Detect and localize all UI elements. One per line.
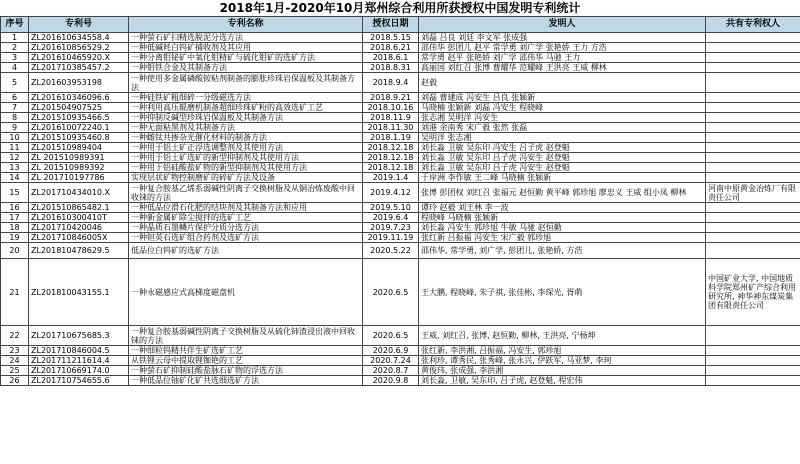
table-row [1,173,800,183]
table-row [1,203,800,213]
cell-grant-date: 2018.5.15 [363,33,419,43]
cell-grant-date: 2019.6.4 [363,213,419,223]
cell-patent-name: 一种使用多金属磷酸铵粘剂制备的膨胀珍珠岩保温板及其制备方法 [129,73,363,93]
cell-inventors: 刘长淼 卫敏 吴东印 吕子虎 冯安生 赵登魁 [419,163,706,173]
header-grant-date: 授权日期 [363,17,419,33]
cell-patent-id: ZL201710434010.X [29,183,129,203]
cell-patent-id: ZL201610072240.1 [29,123,129,133]
cell-patent-name: 一种利用高压辊磨机制备超细珍珠矿粉的高效选矿工艺 [129,103,363,113]
cell-inventors: 张博 彭团权 刘红召 张福元 赵恒勤 黄平峰 郭珍旭 廖忠义 王威 组小凤 柳林 [419,183,706,203]
header-inventors: 发明人 [419,17,706,33]
table-row [1,259,800,326]
cell-patent-id: ZL201710846005X [29,233,129,243]
cell-co-owner [706,233,800,243]
cell-grant-date: 2020.6.9 [363,346,419,356]
cell-inventors: 刘磊 吕良 刘廷 李文军 张成强 [419,33,706,43]
cell-patent-name: 低品位白钨矿的选矿方法 [129,243,363,259]
cell-no: 6 [1,93,29,103]
cell-patent-name: 一种新金属矿除尘搅拌的选矿工艺 [129,213,363,223]
header-patent-id: 专利号 [29,17,129,33]
cell-patent-id: ZL201510935466.5 [29,113,129,123]
cell-no: 2 [1,43,29,53]
cell-patent-name: 一种细粒钨精共伴生矿选矿工艺 [129,346,363,356]
table-row [1,346,800,356]
table-row [1,213,800,223]
cell-grant-date: 2019.11.19 [363,233,419,243]
cell-grant-date: 2019.4.12 [363,183,419,203]
cell-patent-id: ZL201603953198 [29,73,129,93]
cell-grant-date: 2018.8.31 [363,63,419,73]
table-row [1,326,800,346]
cell-co-owner [706,73,800,93]
cell-no: 20 [1,243,29,259]
cell-grant-date: 2018.11.9 [363,113,419,123]
cell-grant-date: 2018.11.30 [363,123,419,133]
cell-co-owner [706,113,800,123]
cell-inventors: 刘长淼, 卫敏, 吴东印, 吕子虎, 赵登魁, 程宏伟 [419,376,706,386]
cell-inventors: 邵伟华 彭团儿 赵平 常学勇 刘广学 张艳娇 王力 方浩 [419,43,706,53]
cell-no: 4 [1,63,29,73]
cell-no: 15 [1,183,29,203]
cell-co-owner: 中国矿业大学, 中国地质科学院郑州矿产综合利用研究所, 神华神东煤炭集团有限责任公司 [706,259,800,326]
cell-grant-date: 2018.6.1 [363,53,419,63]
cell-co-owner [706,53,800,63]
cell-patent-id: ZL201810043155.1 [29,259,129,326]
cell-patent-id: ZL201810478629.5 [29,243,129,259]
cell-no: 7 [1,103,29,113]
table-row [1,63,800,73]
cell-grant-date: 2020.6.5 [363,326,419,346]
cell-patent-name: 实现层状矿物控制磨矿的碎矿方法及设备 [129,173,363,183]
table-row [1,103,800,113]
cell-co-owner [706,203,800,213]
cell-patent-name: 一种钽英石选矿组合药剂及选矿方法 [129,233,363,243]
cell-patent-name: 一种无面粘黑剂及其制备方法 [129,123,363,133]
cell-patent-name: 一种萤石矿扫精选脱泥分选方法 [129,33,363,43]
cell-co-owner [706,93,800,103]
cell-grant-date: 2019.1.4 [363,173,419,183]
cell-no: 17 [1,213,29,223]
cell-inventors: 黄俊玮, 张成强, 李洪湘 [419,366,706,376]
cell-co-owner [706,103,800,113]
header-patent-name: 专利名称 [129,17,363,33]
cell-no: 14 [1,173,29,183]
table-row [1,153,800,163]
cell-patent-id: ZL201610634558.4 [29,33,129,43]
cell-grant-date: 2019.5.10 [363,203,419,213]
cell-patent-id: ZL 201710197786 [29,173,129,183]
cell-no: 1 [1,33,29,43]
cell-patent-name: 一种低碱耗白钨矿捕收剂及其应用 [129,43,363,53]
cell-patent-id: ZL201510989404 [29,143,129,153]
cell-co-owner [706,243,800,259]
cell-no: 18 [1,223,29,233]
header-row [1,17,800,33]
table-row [1,113,800,123]
cell-inventors: 刘长淼 卫敏 吴东印 吕子虎 冯安生 赵登魁 [419,153,706,163]
cell-inventors: 刘长淼 卫敏 吴东印 冯安生 吕子虎 赵登魁 [419,143,706,153]
cell-grant-date: 2018.10.16 [363,103,419,113]
cell-co-owner [706,163,800,173]
cell-patent-name: 一种永磁感应式高梯度磁盘机 [129,259,363,326]
cell-no: 8 [1,113,29,123]
table-row [1,143,800,153]
table-row [1,376,800,386]
cell-grant-date: 2020.5.22 [363,243,419,259]
cell-patent-name: 一种雌钛共掺杂光催化材料的制备方法 [129,133,363,143]
cell-grant-date: 2018.6.21 [363,43,419,53]
cell-no: 22 [1,326,29,346]
cell-grant-date: 2018.12.18 [363,163,419,173]
table-row [1,73,800,93]
cell-inventors: 张利珍, 谭秀民, 张秀峰, 张永兴, 伊跃军, 马亚梦, 李珂 [419,356,706,366]
cell-patent-id: ZL201710420046 [29,223,129,233]
table-row [1,33,800,43]
cell-grant-date: 2020.9.8 [363,376,419,386]
cell-co-owner: 河南中原黄金冶炼厂有限责任公司 [706,183,800,203]
cell-grant-date: 2020.7.24 [363,356,419,366]
cell-co-owner [706,376,800,386]
cell-patent-id: ZL201504907525 [29,103,129,113]
cell-co-owner [706,63,800,73]
cell-patent-name: 一种低品位滑石化肥的结块剂及其制备方法和应用 [129,203,363,213]
cell-patent-name: 一种低品位铀矿化矿共选细选矿方法 [129,376,363,386]
table-row [1,133,800,143]
cell-inventors: 谭玲 赵毅 刘王林 李一波 [419,203,706,213]
cell-patent-id: ZL 201510989391 [29,153,129,163]
cell-inventors: 张红新 吕振福 冯安生 宋广毅 郭珍旭 [419,233,706,243]
cell-patent-id: ZL201710675685.3 [29,326,129,346]
table-row [1,123,800,133]
table-row [1,43,800,53]
cell-no: 21 [1,259,29,326]
cell-inventors: 于岸洲 李作敏 王二峰 马晓楠 张颖新 [419,173,706,183]
cell-inventors: 赵毅 [419,73,706,93]
cell-no: 13 [1,163,29,173]
cell-patent-id: ZL201510935460.8 [29,133,129,143]
table-row [1,53,800,63]
table-row [1,163,800,173]
cell-inventors: 王威, 刘红召, 张博, 赵恒勤, 柳林, 王洪亮, 宁杨坤 [419,326,706,346]
cell-grant-date: 2018.12.18 [363,143,419,153]
cell-co-owner [706,153,800,163]
cell-co-owner [706,173,800,183]
cell-patent-name: 一种用于铝土矿选矿的新型抑制剂及其使用方法 [129,153,363,163]
cell-grant-date: 2020.6.5 [363,259,419,326]
cell-co-owner [706,143,800,153]
cell-inventors: 张志湘 吴明洋 冯安生 [419,113,706,123]
cell-patent-name: 一种晶质石墨鳞片保护分质分选方法 [129,223,363,233]
cell-patent-name: 一种用于铝土矿正浮选调整剂及其使用方法 [129,143,363,153]
cell-co-owner [706,356,800,366]
cell-no: 9 [1,123,29,133]
cell-inventors: 张红新, 李洪湘, 吕振福, 冯安生, 郭珍旭 [419,346,706,356]
cell-no: 5 [1,73,29,93]
cell-patent-name: 一种复合胺基弱碱性阴离子交换树脂及从硫化铈渣浸出液中回收铼的方法 [129,326,363,346]
cell-grant-date: 2019.7.23 [363,223,419,233]
cell-patent-id: ZL201510865482.1 [29,203,129,213]
table-row [1,223,800,233]
table-title: 2018年1月-2020年10月郑州综合利用所获授权中国发明专利统计 [219,1,581,15]
cell-no: 11 [1,143,29,153]
cell-co-owner [706,223,800,233]
table-row [1,93,800,103]
cell-inventors: 刘港 余南秀 宋广毅 张然 张磊 [419,123,706,133]
cell-patent-id: ZL201711211614.4 [29,356,129,366]
cell-no: 3 [1,53,29,63]
cell-grant-date: 2018.9.4 [363,73,419,93]
table-row [1,233,800,243]
table-row [1,243,800,259]
cell-grant-date: 2018.1.19 [363,133,419,143]
cell-inventors: 高丽国 刘红召 张博 曹耀华 范耀峰 王洪亮 王威 柳林 [419,63,706,73]
cell-patent-name: 一种钼铁合金及其制备方法 [129,63,363,73]
cell-co-owner [706,33,800,43]
header-co-owner: 共有专利权人 [706,17,800,33]
cell-co-owner [706,213,800,223]
cell-patent-id: ZL201610465920.X [29,53,129,63]
cell-co-owner [706,366,800,376]
cell-patent-id: ZL201710669174.0 [29,366,129,376]
cell-inventors: 常学勇 赵平 张艳娇 刘广学 邵伟华 马驰 王力 [419,53,706,63]
cell-patent-name: 一种用于铝硅酸盐矿物的新型抑制剂及其使用方法 [129,163,363,173]
cell-patent-id: ZL201610856529.2 [29,43,129,53]
cell-patent-id: ZL201610300410T [29,213,129,223]
cell-no: 24 [1,356,29,366]
cell-patent-id: ZL201710846004.5 [29,346,129,356]
cell-no: 16 [1,203,29,213]
cell-inventors: 马晓楠 张颖新 刘磊 冯安生 程晓峰 [419,103,706,113]
cell-patent-id: ZL201610346096.6 [29,93,129,103]
cell-patent-name: 一种硅铁矿粗细碎一分级磁选方法 [129,93,363,103]
cell-patent-name: 从铁锂云母中提取锂铷铯的工艺 [129,356,363,366]
cell-inventors: 王大鹏, 程晓峰, 朱子祺, 张佳彬, 李琛光, 胥萌 [419,259,706,326]
cell-patent-name: 一种分离钼铋矿中氧化钼精矿与硫化钼矿的选矿方法 [129,53,363,63]
cell-inventors: 邵伟华, 常学勇, 刘广学, 彭团儿, 张艳娇, 方浩 [419,243,706,259]
cell-inventors: 刘长淼 冯安生 郭珍旭 牛敏 马驰 赵恒勤 [419,223,706,233]
table-body [1,33,800,386]
header-no: 序号 [1,17,29,33]
table-row [1,356,800,366]
cell-no: 25 [1,366,29,376]
cell-no: 19 [1,233,29,243]
cell-patent-name: 一种萤石矿抑制硅酸盐脉石矿物的浮选方法 [129,366,363,376]
cell-patent-name: 一种抑制反碱型珍珠岩保温板及其制备方法 [129,113,363,123]
cell-patent-id: ZL 201510989392 [29,163,129,173]
cell-inventors: 刘磊 曹建成 冯安生 吕良 张颖新 [419,93,706,103]
cell-no: 23 [1,346,29,356]
cell-grant-date: 2018.9.21 [363,93,419,103]
cell-patent-id: ZL201710385457.2 [29,63,129,73]
cell-co-owner [706,123,800,133]
cell-patent-id: ZL201710754655.6 [29,376,129,386]
cell-co-owner [706,43,800,53]
table-row [1,183,800,203]
cell-no: 10 [1,133,29,143]
cell-no: 12 [1,153,29,163]
cell-co-owner [706,133,800,143]
cell-co-owner [706,326,800,346]
cell-patent-name: 一种复合胺基乙烯系弱碱性阴离子交换树脂及从铜冶炼废酸中回收铼的方法 [129,183,363,203]
cell-co-owner [706,346,800,356]
cell-inventors: 吴明洋 张志湘 [419,133,706,143]
patent-table [0,16,800,386]
cell-grant-date: 2020.8.7 [363,366,419,376]
cell-inventors: 程晓峰 马晓楠 张颖新 [419,213,706,223]
cell-grant-date: 2018.12.18 [363,153,419,163]
table-row [1,366,800,376]
cell-no: 26 [1,376,29,386]
